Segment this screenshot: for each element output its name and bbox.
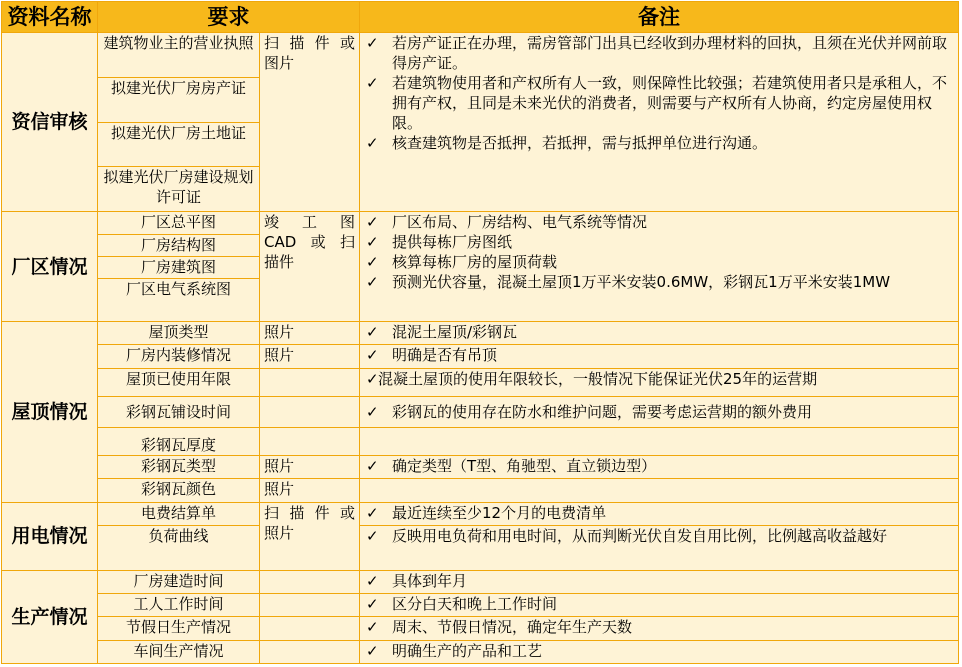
- note-text: 明确是否有吊顶: [392, 346, 498, 365]
- check-icon: ✓: [366, 346, 379, 365]
- requirement-cell: [260, 617, 360, 640]
- table-row: [2, 479, 959, 502]
- item-cell: 厂区电气系统图: [98, 278, 260, 321]
- requirement-cell: 照片: [260, 322, 360, 345]
- note-cell: [360, 322, 959, 345]
- note-cell: [360, 345, 959, 368]
- list-item: [366, 272, 952, 292]
- item-cell: 屋顶已使用年限: [98, 368, 260, 396]
- table-row: [2, 345, 959, 368]
- requirement-cell: [260, 640, 360, 663]
- note-cell: [360, 368, 959, 396]
- header-requirement: 要求: [98, 2, 360, 33]
- table-row: [2, 212, 959, 234]
- note-credit: [360, 33, 959, 212]
- category-credit: 资信审核: [2, 33, 98, 212]
- category-roof: 屋顶情况: [2, 322, 98, 502]
- item-cell: 车间生产情况: [98, 640, 260, 663]
- item-cell: 彩钢瓦类型: [98, 456, 260, 479]
- requirement-cell: 照片: [260, 345, 360, 368]
- note-cell: [360, 571, 959, 594]
- list-item: [366, 212, 952, 232]
- requirement-text: 扫描件或: [264, 34, 355, 52]
- check-icon: ✓: [366, 595, 379, 614]
- note-cell: [360, 479, 959, 502]
- item-cell: 厂区总平图: [98, 212, 260, 234]
- check-icon: ✓: [366, 618, 379, 637]
- list-item: [366, 33, 952, 73]
- table-row: [2, 33, 959, 78]
- item-cell: 彩钢瓦颜色: [98, 479, 260, 502]
- check-icon: ✓: [366, 74, 379, 92]
- note-cell: [360, 428, 959, 456]
- table-row: [2, 571, 959, 594]
- note-text: 厂区布局、厂房结构、电气系统等情况: [392, 213, 648, 232]
- check-icon: ✓: [366, 273, 379, 292]
- table-row: [2, 396, 959, 427]
- requirement-power: [260, 502, 360, 571]
- requirement-cell: [260, 594, 360, 617]
- note-text: 预测光伏容量，混凝土屋顶1万平米安装0.6MW，彩钢瓦1万平米安装1MW: [392, 273, 891, 292]
- category-factory: 厂区情况: [2, 212, 98, 322]
- requirement-cell: 照片: [260, 456, 360, 479]
- note-text: 混泥土屋顶/彩钢瓦: [392, 323, 518, 342]
- item-cell: 节假日生产情况: [98, 617, 260, 640]
- list-item: [366, 345, 952, 365]
- requirement-text: 照片: [264, 523, 295, 542]
- check-icon: ✓: [366, 503, 379, 522]
- list-item: [366, 617, 952, 637]
- item-cell: 工人工作时间: [98, 594, 260, 617]
- requirement-text: 竣工图: [264, 213, 355, 232]
- requirement-cell: [260, 368, 360, 396]
- item-cell: 拟建光伏厂房房产证: [98, 78, 260, 122]
- note-text: 明确生产的产品和工艺: [392, 641, 543, 660]
- item-cell: 厂房建筑图: [98, 256, 260, 278]
- item-cell: 拟建光伏厂房建设规划许可证: [98, 167, 260, 212]
- check-icon: ✓: [366, 457, 379, 476]
- check-icon: ✓: [366, 526, 379, 545]
- note-text: 区分白天和晚上工作时间: [392, 595, 558, 614]
- requirement-text: 扫描件或: [264, 503, 355, 522]
- item-cell: 建筑物业主的营业执照: [98, 33, 260, 78]
- item-cell: 负荷曲线: [98, 525, 260, 570]
- list-item: [366, 641, 952, 661]
- item-cell: 拟建光伏厂房土地证: [98, 122, 260, 166]
- check-icon: ✓: [366, 34, 379, 52]
- note-cell: [360, 594, 959, 617]
- list-item: [366, 402, 952, 422]
- table-row: [2, 428, 959, 456]
- item-cell: 厂房内装修情况: [98, 345, 260, 368]
- check-icon: ✓: [366, 369, 379, 388]
- requirement-cell: 照片: [260, 479, 360, 502]
- note-text: 确定类型（T型、角驰型、直立锁边型）: [392, 457, 657, 476]
- table-row: [2, 525, 959, 570]
- check-icon: ✓: [366, 641, 379, 660]
- list-item: [366, 322, 952, 342]
- check-icon: ✓: [366, 134, 379, 152]
- note-cell: [360, 525, 959, 570]
- check-icon: ✓: [366, 572, 379, 591]
- table-row: [2, 617, 959, 640]
- note-text: 彩钢瓦的使用存在防水和维护问题，需要考虑运营期的额外费用: [392, 402, 813, 421]
- note-cell: [360, 502, 959, 525]
- note-cell: [360, 617, 959, 640]
- item-cell: 厂房建造时间: [98, 571, 260, 594]
- item-cell: 厂房结构图: [98, 234, 260, 256]
- list-item: [366, 571, 952, 591]
- note-text: 核算每栋厂房的屋顶荷载: [392, 253, 558, 272]
- table-row: [2, 640, 959, 663]
- list-item: [366, 232, 952, 252]
- list-item: [366, 503, 952, 523]
- item-cell: 彩钢瓦厚度: [98, 428, 260, 456]
- list-item: [366, 73, 952, 133]
- check-icon: ✓: [366, 402, 379, 421]
- note-text: 反映用电负荷和用电时间，从而判断光伏自发自用比例，比例越高收益越好: [392, 526, 888, 545]
- item-cell: 屋顶类型: [98, 322, 260, 345]
- note-text: 核查建筑物是否抵押，若抵押，需与抵押单位进行沟通。: [392, 134, 768, 152]
- table-row: [2, 594, 959, 617]
- check-icon: ✓: [366, 253, 379, 272]
- note-cell: [360, 456, 959, 479]
- check-icon: ✓: [366, 323, 379, 342]
- requirement-text: CAD或扫: [264, 233, 355, 252]
- table-row: [2, 502, 959, 525]
- requirement-factory: [260, 212, 360, 322]
- note-factory: [360, 212, 959, 322]
- category-power: 用电情况: [2, 502, 98, 571]
- list-item: [366, 133, 952, 153]
- item-cell: 电费结算单: [98, 502, 260, 525]
- header-row: [2, 2, 959, 33]
- list-item: [366, 369, 952, 389]
- table-row: [2, 322, 959, 345]
- requirement-cell: [260, 396, 360, 427]
- note-text: 周末、节假日情况，确定年生产天数: [392, 618, 633, 637]
- check-icon: ✓: [366, 233, 379, 252]
- note-text: 提供每栋厂房图纸: [392, 233, 513, 252]
- note-cell: [360, 640, 959, 663]
- table-row: [2, 456, 959, 479]
- item-cell: 彩钢瓦铺设时间: [98, 396, 260, 427]
- note-cell: [360, 396, 959, 427]
- data-collection-table: [1, 1, 959, 664]
- check-icon: ✓: [366, 213, 379, 232]
- category-production: 生产情况: [2, 571, 98, 664]
- note-text: 最近连续至少12个月的电费清单: [392, 503, 607, 522]
- list-item: [366, 594, 952, 614]
- list-item: [366, 456, 952, 476]
- requirement-cell: [260, 428, 360, 456]
- header-item-name: 资料名称: [2, 2, 98, 33]
- list-item: [366, 252, 952, 272]
- requirement-cell: [260, 571, 360, 594]
- table-row: [2, 368, 959, 396]
- note-text: 混凝土屋顶的使用年限较长，一般情况下能保证光伏25年的运营期: [378, 369, 818, 388]
- note-text: 若房产证正在办理，需房管部门出具已经收到办理材料的回执，且须在光伏并网前取得房产证。: [392, 34, 948, 72]
- requirement-credit: [260, 33, 360, 212]
- note-text: 具体到年月: [392, 572, 468, 591]
- note-text: 若建筑物使用者和产权所有人一致，则保障性比较强；若建筑使用者只是承租人，不拥有产权，且同是未来光伏的消费者，则需要与产权所有人协商，约定房屋使用权限。: [392, 74, 948, 132]
- requirement-text: 图片: [264, 54, 295, 72]
- list-item: [366, 526, 952, 546]
- header-note: 备注: [360, 2, 959, 33]
- requirement-text: 描件: [264, 253, 295, 272]
